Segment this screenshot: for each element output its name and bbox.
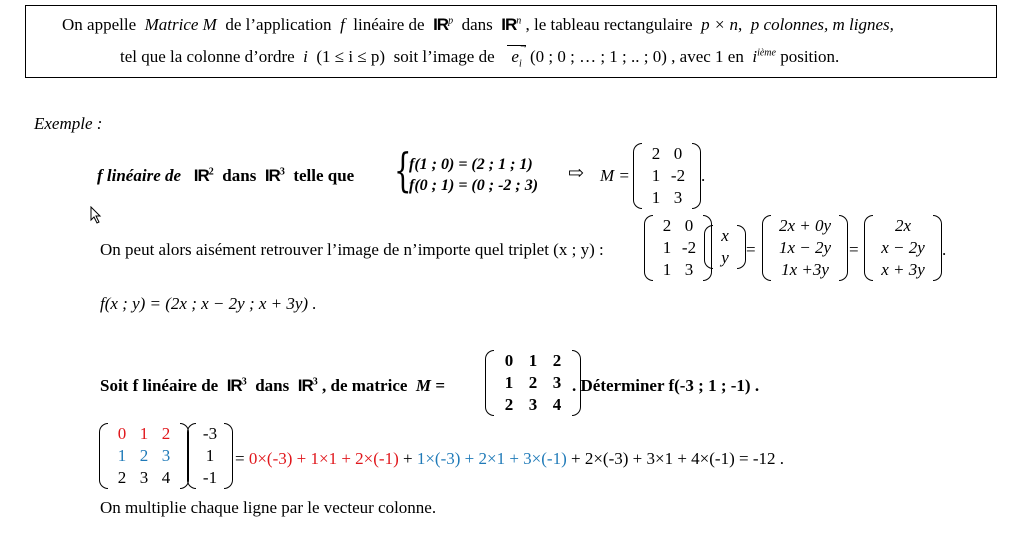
matrix-cell: 2 [504, 395, 514, 414]
vector-xy [704, 225, 746, 269]
example-heading: Exemple : [34, 114, 103, 133]
real-set-symbol: IR [433, 15, 449, 34]
matrix-cell: x + 3y [881, 260, 925, 279]
matrix-cell: x − 2y [881, 238, 925, 257]
matrix-cell: 0 [684, 216, 694, 235]
plus: + [403, 449, 413, 468]
text: , le tableau rectangulaire [525, 15, 693, 34]
exponent: 3 [312, 376, 318, 388]
matrix-cell: 2 [117, 468, 127, 487]
result-expanded [762, 215, 848, 281]
matrix-cell: 3 [552, 373, 562, 392]
matrix-cell: 0 [504, 351, 514, 370]
matrix-cell: -1 [202, 468, 218, 487]
matrix-cell: 3 [528, 395, 538, 414]
text: tel que la colonne d’ordre [120, 47, 295, 66]
matrix-cell: -3 [202, 424, 218, 443]
matrix-cell: 1 [662, 260, 672, 279]
real-set-symbol: IR [264, 166, 280, 185]
matrix-label: M = [415, 376, 445, 395]
matrix-cell: 2x [894, 216, 912, 235]
exponent: n [516, 15, 522, 27]
exponent: 3 [279, 166, 285, 178]
implies-arrow: ⇨ [568, 163, 584, 184]
matrix-cell: 2 [161, 424, 171, 443]
text: p colonnes, m lignes, [750, 15, 894, 34]
matrix-term: Matrice M [144, 15, 217, 34]
product-matrix [644, 215, 712, 281]
text: , [738, 15, 743, 34]
text: dans [255, 376, 290, 395]
matrix-cell: 1x +3y [781, 260, 829, 279]
computation-line [235, 449, 784, 469]
matrix-cell: 0 [117, 424, 127, 443]
matrix-cell: -2 [670, 166, 686, 185]
matrix-cell: 1 [117, 446, 127, 465]
index-i: i [303, 47, 308, 66]
text: soit l’image de [393, 47, 495, 66]
explanation-note: On multiplie chaque ligne par le vecteur colonne. [100, 498, 437, 517]
definition-line-2 [120, 40, 840, 70]
matrix-cell: 1 [504, 373, 514, 392]
basis-vector: → $e_i$ [507, 47, 525, 69]
row-2-product: 1×(-3) + 2×1 + 3×(-1) [416, 449, 567, 468]
exercise-question: . Déterminer f(-3 ; 1 ; -1) . [572, 376, 760, 395]
matrix-cell: 2 [651, 144, 661, 163]
real-set-symbol: IR [193, 166, 209, 185]
text: f linéaire de [97, 166, 182, 185]
matrix-cell: y [721, 248, 729, 267]
equals: = [235, 449, 245, 468]
row-1-product: 0×(-3) + 1×1 + 2×(-1) [248, 449, 399, 468]
matrix-cell: 2 [139, 446, 149, 465]
system-brace: { [394, 143, 412, 197]
exponent: 3 [241, 376, 247, 388]
matrix-cell: 4 [161, 468, 171, 487]
matrix-cell: 2 [662, 216, 672, 235]
matrix-cell: 3 [161, 446, 171, 465]
matrix-cell: 1 [528, 351, 538, 370]
triplet-text: On peut alors aisément retrouver l’image de n’importe quel triplet (x ; y) : [100, 240, 604, 259]
dimension: p × n [701, 15, 739, 34]
real-set-symbol: IR [226, 376, 242, 395]
text: telle que [293, 166, 355, 185]
text: Soit f linéaire de [100, 376, 219, 395]
matrix-cell: 1 [662, 238, 672, 257]
matrix-cell: -2 [681, 238, 697, 257]
system-eq-2: f(0 ; 1) = (0 ; -2 ; 3) [409, 177, 539, 194]
equals-1: = [746, 240, 756, 259]
exponent: 2 [208, 166, 214, 178]
matrix-label: M = [600, 166, 630, 185]
index-i: i [752, 47, 758, 66]
index-range: (1 ≤ i ≤ p) [316, 47, 386, 66]
matrix-cell: 4 [552, 395, 562, 414]
text: (0 ; 0 ; … ; 1 ; .. ; 0) , avec 1 en [529, 47, 744, 66]
matrix-cell: 2 [528, 373, 538, 392]
exercise-statement [100, 376, 445, 396]
exercise-matrix [485, 350, 581, 416]
matrix-cell: 3 [684, 260, 694, 279]
formula-line: f(x ; y) = (2x ; x − 2y ; x + 3y) . [100, 294, 317, 313]
matrix-cell: 1 [651, 166, 661, 185]
equals-2: = [849, 240, 859, 259]
system-eq-1: f(1 ; 0) = (2 ; 1 ; 1) [409, 156, 533, 173]
text: de l’application [225, 15, 332, 34]
matrix-cell: 2 [552, 351, 562, 370]
matrix-cell: 1 [205, 446, 215, 465]
colored-matrix [99, 423, 189, 489]
period: . [701, 166, 706, 185]
real-set-symbol: IR [501, 15, 517, 34]
period: . [942, 240, 947, 259]
definition-line-1 [62, 15, 894, 35]
text: linéaire de [353, 15, 425, 34]
matrix-cell: 1 [139, 424, 149, 443]
text: On appelle [62, 15, 137, 34]
result-simplified [864, 215, 942, 281]
text: position. [780, 47, 840, 66]
matrix-cell: 3 [139, 468, 149, 487]
matrix-cell: 1 [651, 188, 661, 207]
matrix-cell: 1x − 2y [778, 238, 832, 257]
text: dans [222, 166, 257, 185]
matrix-cell: 2x + 0y [778, 216, 832, 235]
exponent: p [448, 15, 454, 27]
mouse-cursor-icon [90, 206, 102, 224]
superscript-ieme: ième [757, 47, 776, 59]
example-statement [97, 166, 354, 186]
definition-box [25, 5, 997, 78]
matrix-cell: x [721, 226, 729, 245]
matrix-cell: 3 [673, 188, 683, 207]
text: , de matrice [321, 376, 408, 395]
vector-column [187, 423, 233, 489]
matrix-cell: 0 [673, 144, 683, 163]
function-f: f [340, 15, 345, 34]
row-3-product: + 2×(-3) + 3×1 + 4×(-1) = -12 . [571, 449, 784, 468]
real-set-symbol: IR [297, 376, 313, 395]
example-matrix [633, 143, 701, 209]
text: dans [461, 15, 493, 34]
